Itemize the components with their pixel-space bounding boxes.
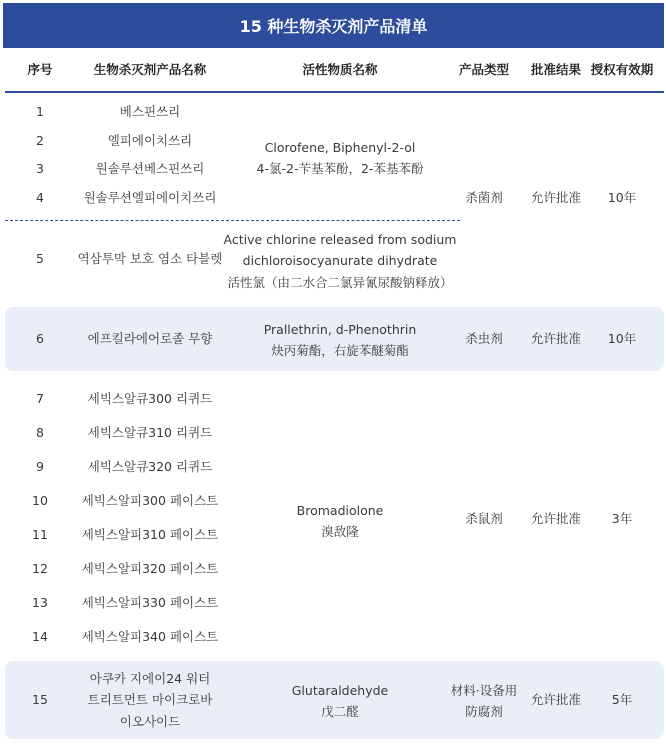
- row-seq: 10: [32, 493, 48, 509]
- header-validity: 授权有效期: [590, 62, 654, 78]
- row-product-name: 세빅스알피330 페이스트: [81, 595, 219, 611]
- product-type-line: 材料·设备用: [450, 682, 518, 698]
- product-type: 杀菌剂: [465, 190, 503, 206]
- row-seq: 2: [36, 133, 44, 149]
- substance-line: 戊二醛: [321, 704, 359, 719]
- row-seq: 15: [32, 692, 48, 708]
- header-divider: [5, 91, 664, 93]
- row-seq: 3: [36, 161, 44, 177]
- row-product-name: 세빅스알큐300 리퀴드: [87, 391, 213, 407]
- table-title: 15 种生物杀灭剂产品清单: [3, 3, 664, 48]
- row-seq: 11: [32, 527, 48, 543]
- validity-term: 5年: [611, 692, 633, 708]
- row-seq: 9: [36, 459, 44, 475]
- row-product-name: 엘피에이치쓰리: [107, 133, 193, 149]
- row-product-name: 원솔루션엘피에이치쓰리: [83, 190, 217, 206]
- row-product-name: 역삼투막 보호 염소 타블렛: [77, 251, 223, 267]
- row-seq: 12: [32, 561, 48, 577]
- substance-line: Bromadiolone: [296, 502, 384, 518]
- product-name-line: 트리트먼트 마이크로바: [87, 692, 213, 708]
- header-product-name: 生物杀灭剂产品名称: [93, 62, 207, 78]
- product-type: 杀鼠剂: [465, 511, 503, 527]
- substance-line: Glutaraldehyde: [291, 682, 389, 698]
- active-substance: [220, 135, 460, 181]
- row-product-name: 원솔루션베스핀쓰리: [95, 161, 205, 177]
- row-seq: 6: [36, 331, 44, 347]
- substance-line: dichloroisocyanurate dihydrate: [242, 253, 438, 269]
- row-seq: 5: [36, 251, 44, 267]
- substance-line: 4-氯-2-苄基苯酚，2-苯基苯酚: [256, 161, 424, 176]
- substance-line: Clorofene, Biphenyl-2-ol: [264, 139, 416, 155]
- row-product-name: 세빅스알피310 페이스트: [81, 527, 219, 543]
- row-seq: 8: [36, 425, 44, 441]
- row-product-name: 세빅스알피300 페이스트: [81, 493, 219, 509]
- row-product-name: [70, 668, 230, 732]
- substance-line: 活性氯（由二水合二氯异氰尿酸钠释放）: [227, 274, 453, 290]
- product-name-line: 아쿠카 지에이24 워터: [89, 671, 211, 687]
- approval-result: 允许批准: [530, 190, 581, 206]
- row-product-name: 세빅스알피320 페이스트: [81, 561, 219, 577]
- product-type: [445, 678, 523, 724]
- row-product-name: 세빅스알큐310 리퀴드: [87, 425, 213, 441]
- header-approval-result: 批准结果: [530, 62, 581, 78]
- approval-result: 允许批准: [530, 511, 581, 527]
- row-product-name: 베스핀쓰리: [119, 104, 181, 120]
- row-product-name: 에프킬라에어로졸 무향: [87, 331, 213, 347]
- product-type: 杀虫剂: [465, 331, 503, 347]
- row-seq: 13: [32, 595, 48, 611]
- validity-term: 10年: [607, 190, 637, 206]
- row-seq: 7: [36, 391, 44, 407]
- row-seq: 14: [32, 629, 48, 645]
- product-type-line: 防腐剂: [465, 704, 503, 719]
- row-product-name: 세빅스알피340 페이스트: [81, 629, 219, 645]
- substance-line: 炔丙菊酯，右旋苯醚菊酯: [271, 343, 409, 358]
- substance-line: 溴敌隆: [321, 524, 359, 539]
- row-seq: 1: [36, 104, 44, 120]
- header-active-substance: 活性物质名称: [302, 62, 378, 78]
- product-name-line: 이오사이드: [119, 713, 181, 729]
- row-seq: 4: [36, 190, 44, 206]
- validity-term: 3年: [611, 511, 633, 527]
- header-product-type: 产品类型: [458, 62, 509, 78]
- header-seq: 序号: [27, 62, 53, 78]
- active-substance: [220, 228, 460, 294]
- substance-line: Prallethrin, d-Phenothrin: [263, 321, 417, 337]
- substance-line: Active chlorine released from sodium: [223, 232, 457, 248]
- row-product-name: 세빅스알큐320 리퀴드: [87, 459, 213, 475]
- approval-result: 允许批准: [530, 331, 581, 347]
- validity-term: 10年: [607, 331, 637, 347]
- approval-result: 允许批准: [530, 692, 581, 708]
- row-divider: [5, 220, 460, 221]
- active-substance: [220, 498, 460, 544]
- active-substance: [220, 318, 460, 362]
- active-substance: [220, 678, 460, 724]
